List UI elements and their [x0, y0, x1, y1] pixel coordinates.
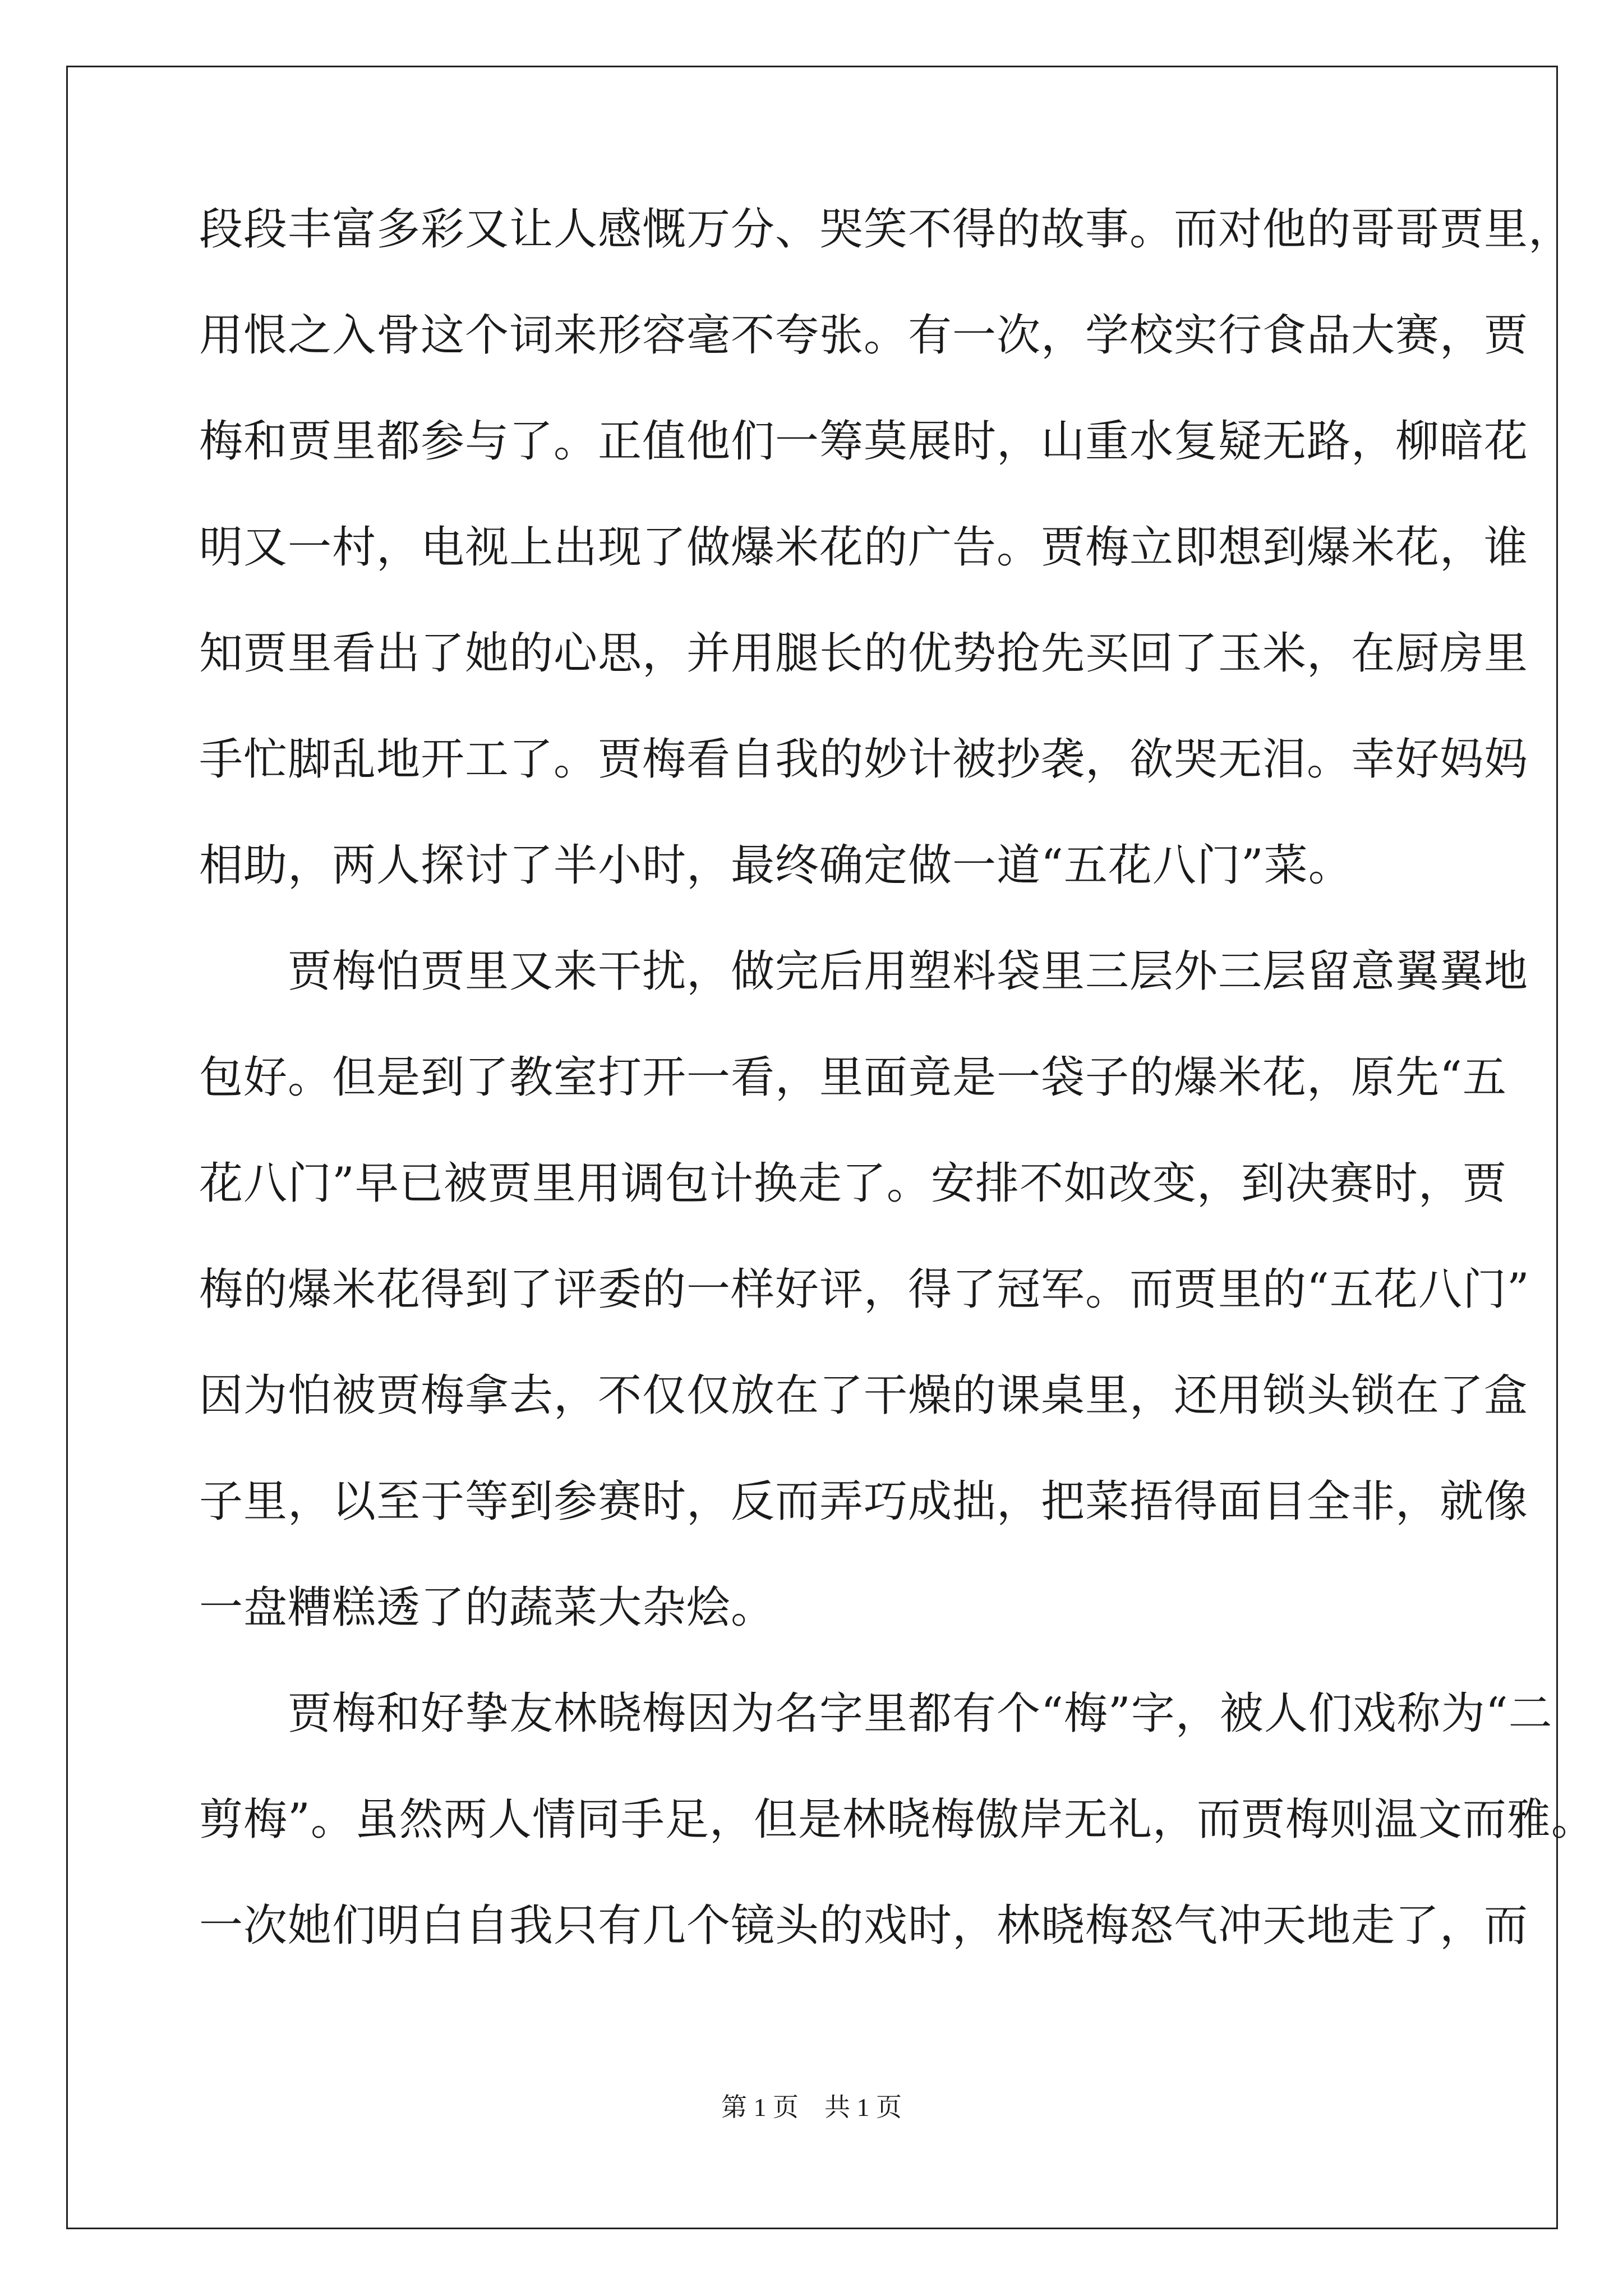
- text-line: 梅的爆米花得到了评委的一样好评，得了冠军。而贾里的“五花八门”: [199, 1264, 1530, 1315]
- page-number-footer: 第 1 页 共 1 页: [721, 2093, 902, 2122]
- body-text: [199, 177, 1596, 1979]
- text-line: 贾梅和好挚友林晓梅因为名字里都有个“梅”字，被人们戏称为“二: [199, 1688, 1553, 1739]
- text-line: 一次她们明白自我只有几个镜头的戏时，林晓梅怒气冲天地走了，而: [199, 1901, 1529, 1951]
- text-line: 花八门”早已被贾里用调包计换走了。安排不如改变，到决赛时，贾: [199, 1158, 1507, 1209]
- text-line: 剪梅”。虽然两人情同手足，但是林晓梅傲岸无礼，而贾梅则温文而雅。: [199, 1795, 1596, 1845]
- text-line: 相助，两人探讨了半小时，最终确定做一道“五花八门”菜。: [199, 840, 1353, 891]
- text-line: 梅和贾里都参与了。正值他们一筹莫展时，山重水复疑无路，柳暗花: [199, 416, 1529, 467]
- text-line: 知贾里看出了她的心思，并用腿长的优势抢先买回了玉米，在厨房里: [199, 628, 1529, 679]
- text-line: 用恨之入骨这个词来形容毫不夸张。有一次，学校实行食品大赛，贾: [199, 310, 1529, 361]
- text-line: 子里，以至于等到参赛时，反而弄巧成拙，把菜捂得面目全非，就像: [199, 1476, 1529, 1527]
- text-line: 手忙脚乱地开工了。贾梅看自我的妙计被抄袭，欲哭无泪。幸好妈妈: [199, 734, 1529, 785]
- text-line: 明又一村，电视上出现了做爆米花的广告。贾梅立即想到爆米花，谁: [199, 522, 1529, 573]
- text-line: 包好。但是到了教室打开一看，里面竟是一袋子的爆米花，原先“五: [199, 1052, 1507, 1103]
- text-line: 因为怕被贾梅拿去，不仅仅放在了干燥的课桌里，还用锁头锁在了盒: [199, 1370, 1529, 1421]
- text-line: 贾梅怕贾里又来干扰，做完后用塑料袋里三层外三层留意翼翼地: [199, 946, 1529, 997]
- text-line: 一盘糟糕透了的蔬菜大杂烩。: [199, 1582, 776, 1633]
- text-line: 段段丰富多彩又让人感慨万分、哭笑不得的故事。而对他的哥哥贾里，: [199, 204, 1573, 255]
